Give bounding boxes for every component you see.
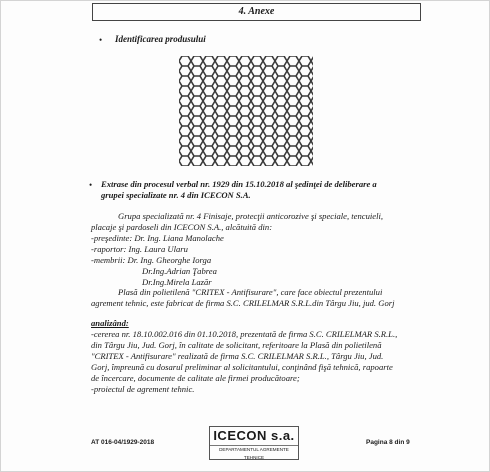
group-members: -membrii: Dr. Ing. Gheorghe Iorga xyxy=(91,255,212,265)
analyzed-line2: din Târgu Jiu, Jud. Gorj, în calitate de solicitant, referitoare la Plasă din polietilenă xyxy=(91,340,382,350)
stamp-main-text: ICECON s.a. xyxy=(213,428,295,443)
group-member-3: Dr.Ing.Mirela Lazăr xyxy=(142,277,212,287)
extract-heading-line2: grupei specializate nr. 4 din ICECON S.A. xyxy=(101,190,251,200)
bullet-icon: • xyxy=(99,35,103,45)
footer-page-number: Pagina 8 din 9 xyxy=(366,439,410,446)
group-president: -preşedinte: Dr. Ing. Liana Manolache xyxy=(91,233,224,243)
analyzed-line5: de încercare, documente de calitate ale firmei producătoare; xyxy=(91,373,300,383)
stamp-sub-text: DEPARTAMENTUL AGREMENTE TEHNICE xyxy=(210,445,298,462)
extract-heading-line1: Extrase din procesul verbal nr. 1929 din 15.10.2018 al şedinţei de deliberare a xyxy=(101,179,377,189)
group-reporter: -raportor: Ing. Laura Ularu xyxy=(91,244,188,254)
group-line1: Grupa specializată nr. 4 Finisaje, protecţii anticorozive şi speciale, tencuieli, xyxy=(118,211,384,221)
group-line2: placaje şi pardoseli din ICECON S.A., alcătuită din: xyxy=(91,222,273,232)
analyzed-line4: Gorj, împreună cu dosarul preliminar al solicitantului, conţinând fişă tehnică, rapoarte xyxy=(91,362,393,372)
analyzed-line1: -cererea nr. 18.10.002.016 din 01.10.2018, prezentată de firma S.C. CRILELMAR S.R.L., xyxy=(91,329,398,339)
section-title: 4. Anexe xyxy=(92,3,421,21)
plasa-line1: Plasă din polietilenă "CRITEX - Antifisurare", care face obiectul prezentului xyxy=(118,287,383,297)
mesh-product-image xyxy=(179,56,313,166)
analyzed-heading: analizând: xyxy=(91,318,129,328)
group-member-2: Dr.Ing.Adrian Ţabrea xyxy=(142,266,217,276)
bullet-icon: • xyxy=(89,180,93,190)
analyzed-line3: "CRITEX - Antifisurare" realizată de firma S.C. CRILELMAR S.R.L., Târgu Jiu, Jud. xyxy=(91,351,384,361)
footer-document-code: AT 016-04/1929-2018 xyxy=(91,439,155,446)
icecon-stamp xyxy=(209,426,299,460)
product-identification-heading: Identificarea produsului xyxy=(115,34,206,44)
analyzed-line6: -proiectul de agrement tehnic. xyxy=(91,384,195,394)
plasa-line2: agrement tehnic, este fabricat de firma S.C. CRILELMAR S.R.L.din Târgu Jiu, jud. Gorj xyxy=(91,298,395,308)
